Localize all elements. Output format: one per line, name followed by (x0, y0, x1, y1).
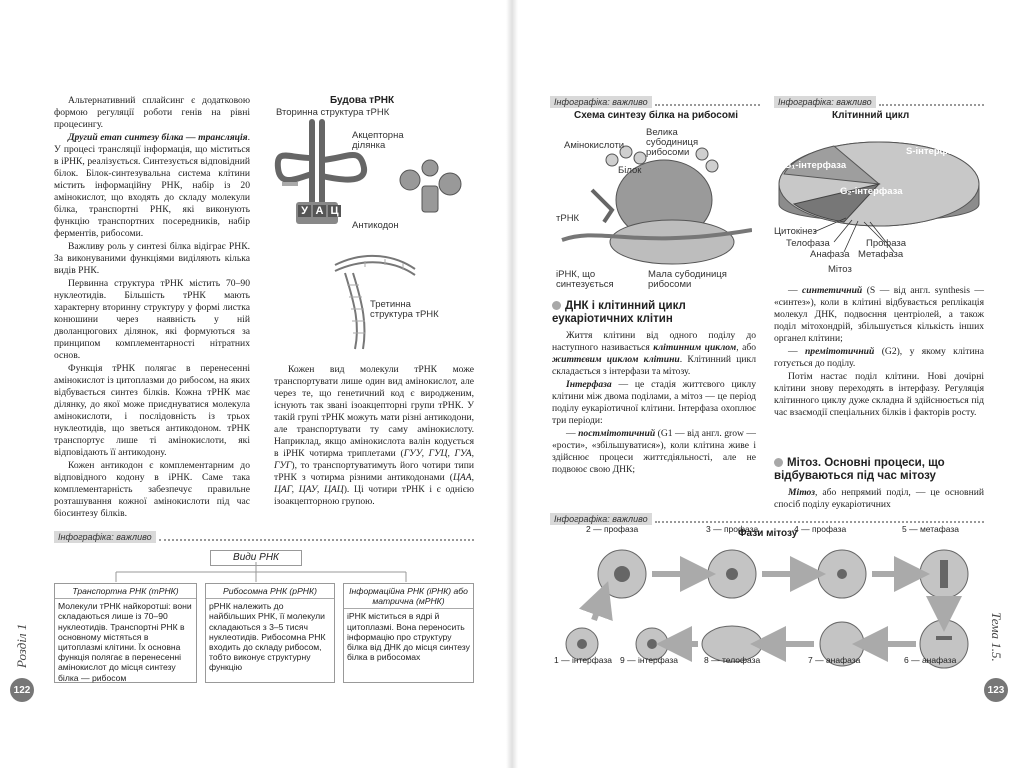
paragraph: — премітотичний (G2), у якому клітина готується до поділу. (774, 346, 984, 369)
label-tertiary: Третинна структура тРНК (370, 299, 439, 320)
rna-type-title: Транспортна РНК (тРНК) (55, 584, 196, 599)
rna-types-connectors (54, 562, 474, 584)
phase-label: 6 — анафаза (904, 655, 957, 665)
phase-label: 8 — телофаза (704, 655, 761, 665)
left-text-column (54, 95, 250, 521)
ribosome-title: Схема синтезу білка на рибосомі (574, 110, 738, 121)
paragraph: — синтетичний (S — від англ. synthesis — «синтез»), коли в клітині відбувається реплікація молекул ДНК, подвоєння центріолей, а також поділ мітохондрій, збільшується кількість інших органел клітини; (774, 285, 984, 344)
paragraph: Потім настає поділ клітини. Нові дочірні клітини знову переходять в інтерфазу. Регуляція клітинного циклу дуже складна й здійснюється під час взаємодії спеціальних білків і факторів росту. (774, 371, 984, 418)
dotted-rule (655, 99, 760, 106)
rna-type-title: Інформаційна РНК (іРНК) або матрична (мРНК) (344, 584, 473, 609)
phase-label: 3 — профаза (706, 524, 759, 534)
phase-label: 1 — інтерфаза (554, 655, 613, 665)
cell-cycle-title: Клітинний цикл (832, 110, 910, 121)
anticodon-letters (298, 205, 341, 217)
bullet-icon (552, 301, 561, 310)
label-prophase: Профаза (866, 238, 907, 249)
spread-gutter (506, 0, 518, 768)
label-metaphase: Метафаза (858, 249, 904, 260)
infographic-tag: Інфографіка: важливо (774, 96, 876, 108)
anticodon-letter: Ц (328, 205, 341, 217)
label-small-subunit: Мала субодиниця рибосоми (648, 269, 727, 290)
side-label: Розділ 1 (14, 623, 29, 668)
infographic-bar (550, 95, 760, 109)
trna-3d-model (390, 150, 470, 220)
phase-label: 4 — профаза (794, 524, 847, 534)
paragraph: Функція тРНК полягає в перенесенні амінокислот із цитоплазми до рибосом, на яких відбувається синтез білків. Кожна тРНК має ділянку, до якої може приєднуватися молекула амінокислоти, і послідовність із трьох нуклеотидів, що зветься антикодоном. тРНК транспортує лише ті амінокислоти, які відповідають її антикодону. (54, 363, 250, 458)
label-g2: G₂-інтерфаза (840, 186, 903, 197)
paragraph: Мітоз, або непрямий поділ, — це основний спосіб поділу еукаріотичних (774, 487, 984, 510)
mitosis-text (774, 487, 984, 512)
section-heading: ДНК і клітинний цикл еукаріотичних клітин (552, 300, 686, 325)
phase-label: 7 — анафаза (808, 655, 861, 665)
isoacceptor-paragraph (274, 364, 474, 509)
mitosis-phases-title: Фази мітозу (738, 528, 798, 539)
dotted-rule (655, 516, 984, 523)
infographic-tag: Інфографіка: важливо (550, 513, 652, 525)
label-telophase: Телофаза (786, 238, 830, 249)
rna-type-text: Молекули тРНК найкоротші: вони складаються лише із 70–90 нуклеотидів. Транспортні РНК в основному містяться в цитоплазмі клітини. Їх основна функція полягає в перенесенні амінокислот до місця синтезу білка — рибосом (58, 601, 192, 683)
paragraph: Другий етап синтезу білка — трансляція. У процесі трансляції інформація, що міститься в іРНК, реалізується. Синтезується відповідний білок. Білок-синтезувальна система клітини містить інформаційну РНК, набір із 20 амінокислот, що входять до складу молекули білка, транспортні РНК, які виконують функцію транспортних посередників, набір ферментів, рибосоми. (54, 132, 250, 239)
right-page (512, 0, 1024, 768)
trna-title: Будова тРНК (330, 95, 395, 106)
label-acceptor: Акцепторна ділянка (352, 130, 404, 151)
rna-type-trna (54, 583, 197, 683)
label-amino-acids: Амінокислоти (564, 140, 625, 151)
rna-type-irna (343, 583, 474, 683)
infographic-tag: Інфографіка: важливо (54, 531, 156, 543)
section-heading: Мітоз. Основні процеси, що відбуваються під час мітозу (774, 457, 945, 482)
side-label: Тема 1.5. (989, 612, 1004, 662)
infographic-bar (774, 95, 984, 109)
phase-label: 2 — профаза (586, 524, 639, 534)
rna-types-root: Види РНК (210, 550, 302, 566)
paragraph: Кожен антикодон є комплементарним до відповідного кодону в іРНК. Саме така комплементарність забезпечує правильне розташування кожної амінокислоти під час біосинтезу білків. (54, 460, 250, 519)
label-anticodon: Антикодон (352, 220, 399, 231)
paragraph: — постмітотичний (G1 — від англ. grow — «рости», «збільшуватися»), коли клітина живе і здійснює процеси життєдіяльності, але не подвоює свою ДНК; (552, 428, 756, 475)
label-mitosis: Мітоз (828, 264, 852, 275)
infographic-bar (54, 530, 474, 544)
dotted-rule (879, 99, 984, 106)
paragraph: Первинна структура тРНК містить 70–90 нуклеотидів. Більшість тРНК мають характерну вторинну структуру у формі листка конюшини через наявність у ній дволанцюгових ділянок, які формуються за принципом комплементарності нітратних основ. (54, 278, 250, 361)
dotted-rule (159, 534, 474, 541)
rna-type-text: рРНК належить до найбільших РНК, її молекули складаються з 3–5 тисяч нуклеотидів. Рибосомна РНК входить до складу рибосом, тобто виконує структурну функцію (209, 601, 326, 673)
page-number: 123 (984, 678, 1008, 702)
paragraph: Кожен вид молекули тРНК може транспортувати лише один вид амінокислот, але через те, що генетичний код є виродженим, існують так звані ізоакцепторні групи тРНК. У такій групі тРНК можуть мати різні антикодони, але транспортувати ту саму амінокислоту. Наприклад, якщо амінокислота валін кодується в іРНК чотирма триплетами (ГУУ, ГУЦ, ГУА, ГУГ), то транспортуватимуть його чотири типи тРНК з чотирма різними антикодонами (ЦАА, ЦАГ, ЦАУ, ЦАЦ). Ці чотири тРНК і є однією ізоакцепторною групою. (274, 364, 475, 507)
paragraph: Інтерфаза — це стадія життєвого циклу клітини між двома поділами, а мітоз — це період поділу еукаріотичної клітини. Інтерфаза охоплює три періоди: (552, 379, 756, 426)
label-large-subunit: Велика субодиниця рибосоми (646, 127, 699, 158)
cell-cycle-text-2 (774, 285, 984, 420)
label-anaphase: Анафаза (810, 249, 850, 260)
label-s: S-інтерфаза (906, 146, 964, 157)
bullet-icon (774, 458, 783, 467)
trna-secondary-caption: Вторинна структура тРНК (276, 107, 390, 118)
infographic-tag: Інфографіка: важливо (550, 96, 652, 108)
rna-type-title: Рибосомна РНК (рРНК) (206, 584, 334, 599)
rna-type-rrna (205, 583, 335, 683)
label-trna: тРНК (556, 213, 580, 224)
label-cytokinesis: Цитокінез (774, 226, 817, 237)
label-irna: іРНК, що синтезується (556, 269, 614, 290)
page-number: 122 (10, 678, 34, 702)
cell-cycle-text (552, 330, 756, 477)
paragraph: Життя клітини від одного поділу до наступного називається клітинним циклом, або життєвим циклом клітини. Клітинний цикл складається з інтерфази та мітозу. (552, 330, 756, 377)
paragraph: Альтернативний сплайсинг є додатковою формою регуляції роботи генів на рівні процесингу. (54, 95, 250, 130)
rna-type-text: іРНК міститься в ядрі й цитоплазмі. Вона переносить інформацію про структуру білка від ДНК до місця синтезу білка в рибосомах (347, 611, 470, 663)
phase-label: 9 — інтерфаза (620, 655, 679, 665)
label-protein: Білок (618, 165, 642, 176)
phase-label: 5 — метафаза (902, 524, 960, 534)
anticodon-letter: А (313, 205, 326, 217)
paragraph: Важливу роль у синтезі білка відіграє РНК. За виконуваними функціями виділяють кілька видів РНК. (54, 241, 250, 276)
anticodon-letter: У (298, 205, 311, 217)
label-g1: G₁-інтерфаза (784, 160, 847, 171)
